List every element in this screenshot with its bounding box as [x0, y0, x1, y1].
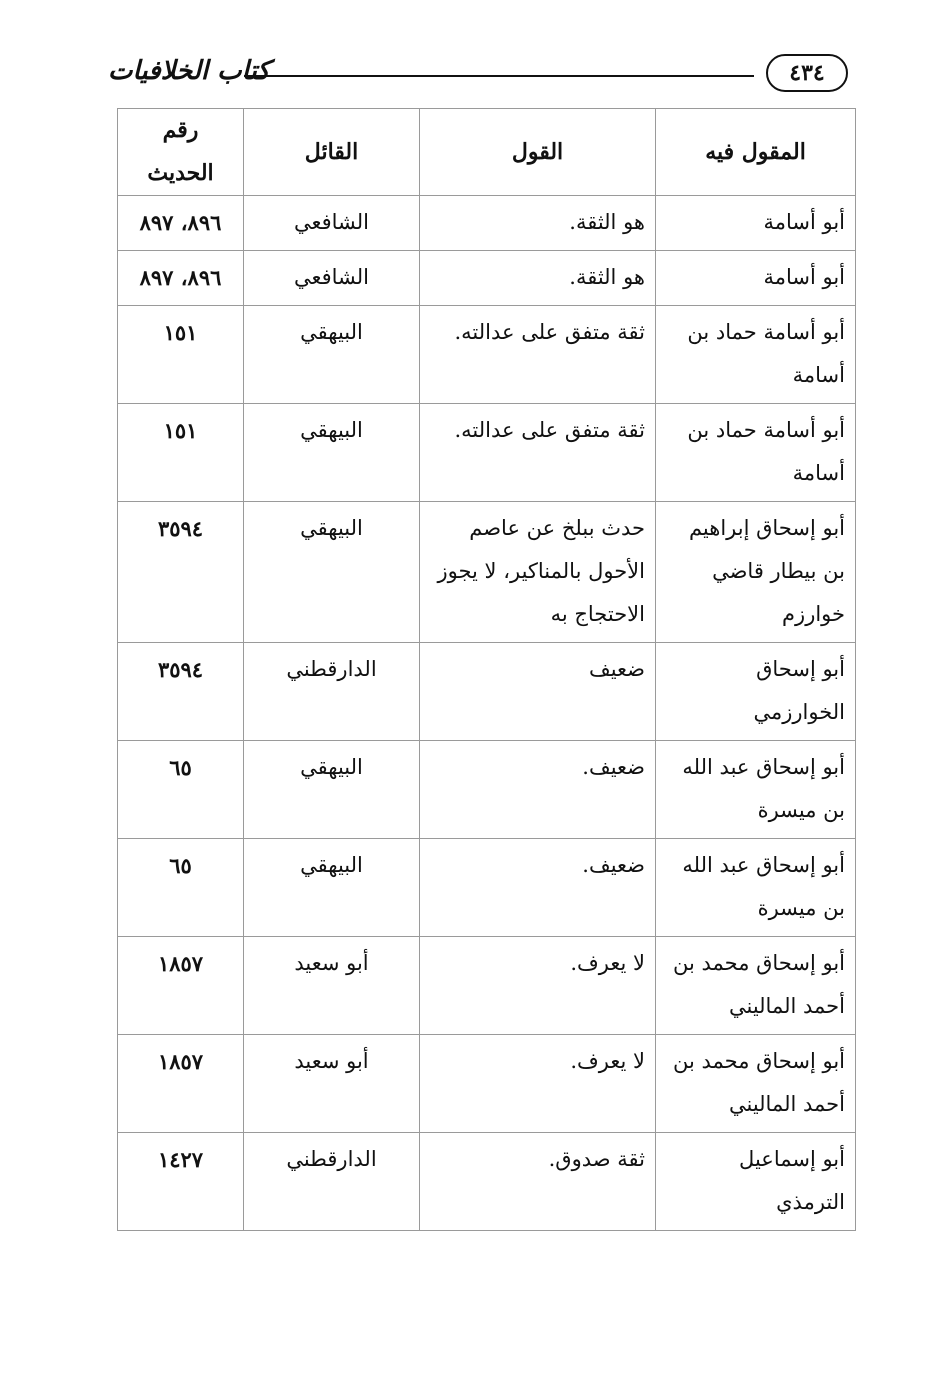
hadith-number-cell: ١٨٥٧	[118, 937, 244, 1035]
sayer-cell: الدارقطني	[244, 1133, 420, 1231]
subject-cell: أبو إسحاق محمد بن أحمد الماليني	[656, 937, 856, 1035]
sayer-cell: البيهقي	[244, 839, 420, 937]
table-row	[118, 643, 856, 741]
subject-cell: أبو أسامة	[656, 251, 856, 306]
sayer-cell: البيهقي	[244, 306, 420, 404]
sayer-cell: البيهقي	[244, 741, 420, 839]
page-number: ٤٣٤	[766, 54, 848, 92]
subject-cell: أبو أسامة	[656, 196, 856, 251]
hadith-number-cell: ١٤٢٧	[118, 1133, 244, 1231]
column-header-hadith-number: رقم الحديث	[118, 109, 244, 196]
hadith-number-cell: ٨٩٦، ٨٩٧	[118, 196, 244, 251]
header-rule	[244, 75, 754, 77]
table-row	[118, 306, 856, 404]
table-row	[118, 839, 856, 937]
narrators-table	[117, 108, 856, 1231]
saying-cell: ضعيف.	[420, 839, 656, 937]
sayer-cell: البيهقي	[244, 502, 420, 643]
table-row	[118, 404, 856, 502]
subject-cell: أبو أسامة حماد بن أسامة	[656, 404, 856, 502]
table-row	[118, 741, 856, 839]
saying-cell: هو الثقة.	[420, 251, 656, 306]
saying-cell: ضعيف.	[420, 741, 656, 839]
table-row	[118, 937, 856, 1035]
running-header	[108, 52, 848, 98]
sayer-cell: البيهقي	[244, 404, 420, 502]
table-header-row	[118, 109, 856, 196]
hadith-number-cell: ١٥١	[118, 404, 244, 502]
sayer-cell: الشافعي	[244, 251, 420, 306]
saying-cell: هو الثقة.	[420, 196, 656, 251]
sayer-cell: الدارقطني	[244, 643, 420, 741]
sayer-cell: أبو سعيد	[244, 1035, 420, 1133]
subject-cell: أبو إسحاق عبد الله بن ميسرة	[656, 741, 856, 839]
subject-cell: أبو إسحاق محمد بن أحمد الماليني	[656, 1035, 856, 1133]
sayer-cell: أبو سعيد	[244, 937, 420, 1035]
subject-cell: أبو أسامة حماد بن أسامة	[656, 306, 856, 404]
saying-cell: لا يعرف.	[420, 937, 656, 1035]
table-row	[118, 502, 856, 643]
hadith-number-cell: ٣٥٩٤	[118, 643, 244, 741]
table-row	[118, 1035, 856, 1133]
subject-cell: أبو إسحاق عبد الله بن ميسرة	[656, 839, 856, 937]
column-header-sayer: القائل	[244, 109, 420, 196]
saying-cell: ثقة متفق على عدالته.	[420, 306, 656, 404]
saying-cell: ثقة صدوق.	[420, 1133, 656, 1231]
column-header-saying: القول	[420, 109, 656, 196]
column-header-subject: المقول فيه	[656, 109, 856, 196]
sayer-cell: الشافعي	[244, 196, 420, 251]
subject-cell: أبو إسماعيل الترمذي	[656, 1133, 856, 1231]
saying-cell: لا يعرف.	[420, 1035, 656, 1133]
hadith-number-cell: ١٨٥٧	[118, 1035, 244, 1133]
book-title: كتاب الخلافيات	[108, 56, 270, 86]
saying-cell: حدث ببلخ عن عاصم الأحول بالمناكير، لا يجوز الاحتجاج به	[420, 502, 656, 643]
table-row	[118, 196, 856, 251]
table-row	[118, 251, 856, 306]
subject-cell: أبو إسحاق إبراهيم بن بيطار قاضي خوارزم	[656, 502, 856, 643]
hadith-number-cell: ٦٥	[118, 839, 244, 937]
subject-cell: أبو إسحاق الخوارزمي	[656, 643, 856, 741]
hadith-number-cell: ١٥١	[118, 306, 244, 404]
saying-cell: ثقة متفق على عدالته.	[420, 404, 656, 502]
table-body	[118, 196, 856, 1231]
hadith-number-cell: ٦٥	[118, 741, 244, 839]
hadith-number-cell: ٨٩٦، ٨٩٧	[118, 251, 244, 306]
saying-cell: ضعيف	[420, 643, 656, 741]
table-row	[118, 1133, 856, 1231]
hadith-number-cell: ٣٥٩٤	[118, 502, 244, 643]
